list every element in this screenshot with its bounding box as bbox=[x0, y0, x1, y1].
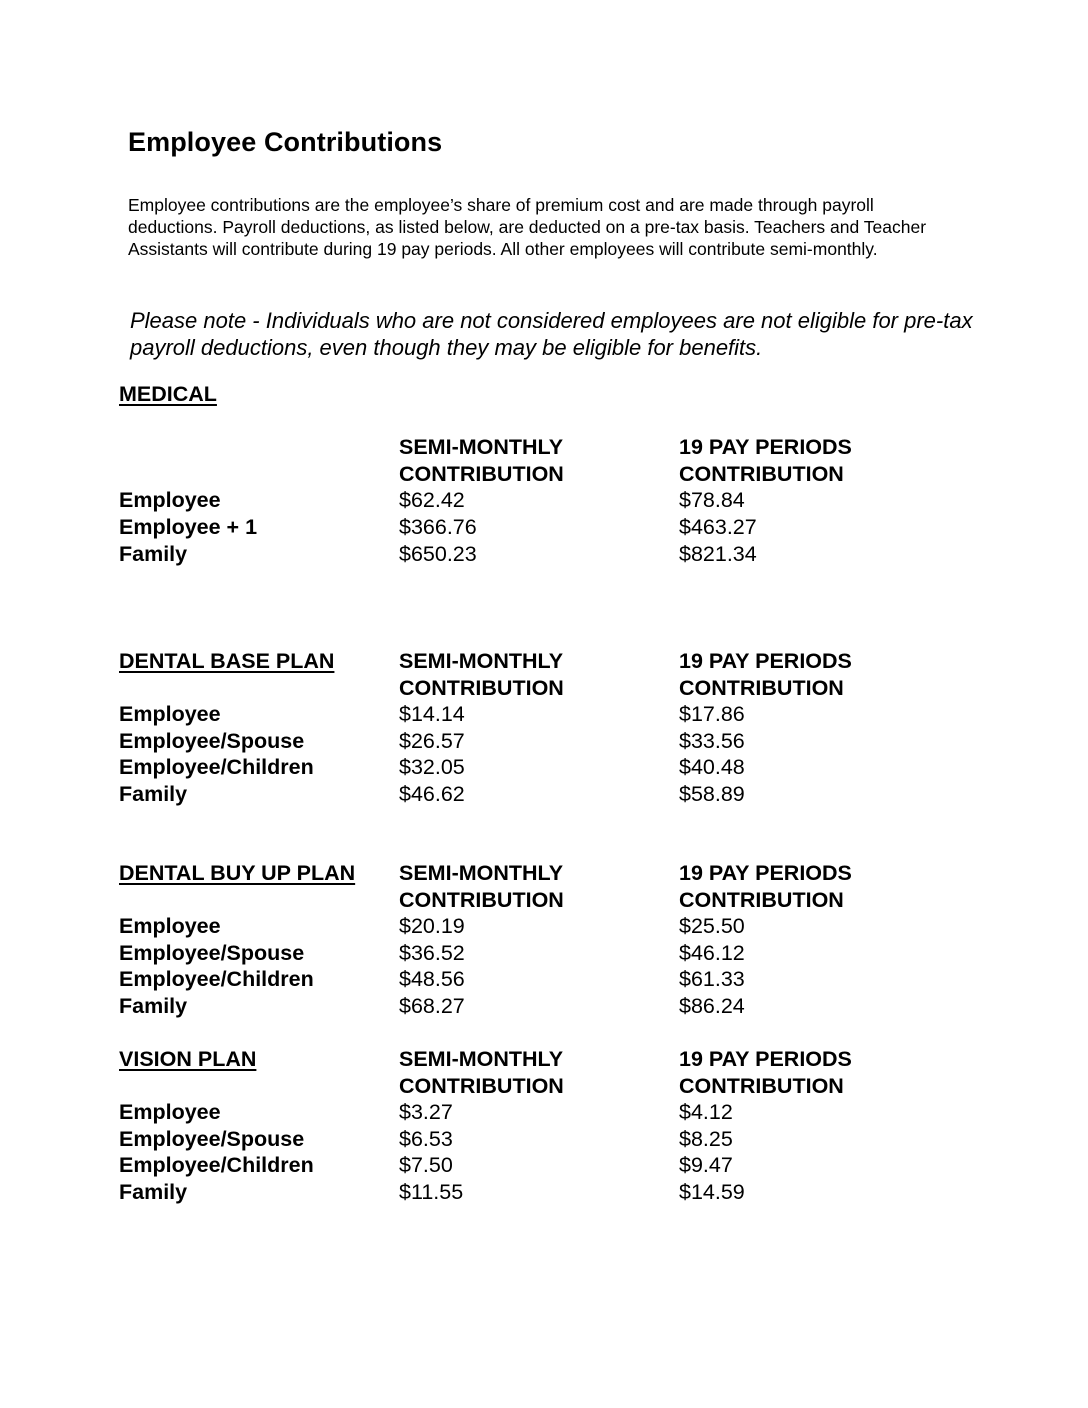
pay-periods-header: 19 PAY PERIODS bbox=[679, 435, 852, 460]
table-row bbox=[119, 781, 1019, 808]
tier-label: Family bbox=[119, 781, 188, 806]
table-row bbox=[119, 1099, 1019, 1126]
semi-monthly-value: $11.55 bbox=[399, 1179, 464, 1204]
column-header-row-2 bbox=[119, 887, 1019, 914]
table-row bbox=[119, 487, 1019, 514]
pay-periods-header: 19 PAY PERIODS bbox=[679, 861, 852, 885]
contribution-header: CONTRIBUTION bbox=[679, 887, 844, 912]
tier-label: Employee/Children bbox=[119, 967, 314, 992]
semi-monthly-value: $36.52 bbox=[399, 940, 465, 965]
section-label-row bbox=[119, 381, 1019, 408]
table-row bbox=[119, 913, 1019, 940]
semi-monthly-value: $366.76 bbox=[399, 514, 477, 539]
tier-label: Employee bbox=[119, 914, 221, 939]
section-label: DENTAL BASE PLAN bbox=[119, 649, 335, 673]
pay-periods-value: $14.59 bbox=[679, 1179, 745, 1204]
tier-label: Employee bbox=[119, 1100, 221, 1125]
vision-section bbox=[119, 1046, 1019, 1206]
tier-label: Employee/Children bbox=[119, 755, 314, 780]
tier-label: Family bbox=[119, 1179, 188, 1204]
semi-monthly-value: $20.19 bbox=[399, 914, 465, 939]
tier-label: Employee bbox=[119, 488, 221, 513]
table-row bbox=[119, 514, 1019, 541]
semi-monthly-value: $62.42 bbox=[399, 488, 465, 513]
semi-monthly-value: $32.05 bbox=[399, 755, 465, 780]
semi-monthly-header: SEMI-MONTHLY bbox=[399, 861, 564, 885]
pay-periods-value: $8.25 bbox=[679, 1126, 733, 1151]
pay-periods-value: $25.50 bbox=[679, 914, 745, 939]
semi-monthly-header: SEMI-MONTHLY bbox=[399, 435, 564, 460]
section-label: MEDICAL bbox=[119, 382, 217, 406]
tier-label: Employee/Spouse bbox=[119, 1126, 305, 1151]
semi-monthly-header: SEMI-MONTHLY bbox=[399, 1047, 564, 1071]
pay-periods-value: $58.89 bbox=[679, 781, 745, 806]
table-row bbox=[119, 1126, 1019, 1153]
table-row bbox=[119, 1152, 1019, 1179]
pay-periods-value: $17.86 bbox=[679, 702, 745, 727]
dental-base-section bbox=[119, 648, 1019, 808]
column-header-row-2 bbox=[119, 1073, 1019, 1100]
column-header-row bbox=[119, 648, 1019, 675]
semi-monthly-value: $650.23 bbox=[399, 541, 477, 566]
table-row bbox=[119, 728, 1019, 755]
table-row bbox=[119, 1179, 1019, 1206]
semi-monthly-value: $46.62 bbox=[399, 781, 465, 806]
contribution-header: CONTRIBUTION bbox=[679, 461, 844, 486]
pay-periods-header: 19 PAY PERIODS bbox=[679, 1047, 852, 1071]
column-header-row bbox=[119, 860, 1019, 887]
table-row bbox=[119, 966, 1019, 993]
semi-monthly-value: $14.14 bbox=[399, 702, 465, 727]
semi-monthly-header: SEMI-MONTHLY bbox=[399, 649, 564, 673]
contribution-header: CONTRIBUTION bbox=[399, 887, 564, 912]
tier-label: Employee bbox=[119, 702, 221, 727]
tier-label: Family bbox=[119, 541, 188, 566]
pay-periods-value: $33.56 bbox=[679, 728, 745, 753]
semi-monthly-value: $6.53 bbox=[399, 1126, 453, 1151]
contribution-header: CONTRIBUTION bbox=[399, 675, 564, 700]
tier-label: Employee/Children bbox=[119, 1153, 314, 1178]
semi-monthly-value: $7.50 bbox=[399, 1153, 453, 1178]
contribution-header: CONTRIBUTION bbox=[679, 675, 844, 700]
tier-label: Employee/Spouse bbox=[119, 940, 305, 965]
contribution-header: CONTRIBUTION bbox=[399, 461, 564, 486]
tier-label: Employee + 1 bbox=[119, 514, 258, 539]
tier-label: Family bbox=[119, 993, 188, 1018]
semi-monthly-value: $48.56 bbox=[399, 967, 465, 992]
medical-section bbox=[119, 381, 1019, 567]
column-header-row-2 bbox=[119, 461, 1019, 488]
pay-periods-value: $9.47 bbox=[679, 1153, 733, 1178]
pay-periods-value: $463.27 bbox=[679, 514, 757, 539]
intro-paragraph: Employee contributions are the employee’s share of premium cost and are made through payroll deductions. Payroll deductions, as listed below, are deducted on a pre-tax basis. Teachers and Teacher Assistants will contribute during 19 pay periods. All other employees will contribute semi-monthly. bbox=[128, 195, 927, 259]
column-header-row bbox=[119, 434, 1019, 461]
semi-monthly-value: $26.57 bbox=[399, 728, 465, 753]
pay-periods-value: $78.84 bbox=[679, 488, 745, 513]
pay-periods-value: $46.12 bbox=[679, 940, 745, 965]
column-header-row-2 bbox=[119, 675, 1019, 702]
page-title: Employee Contributions bbox=[128, 127, 443, 157]
section-label: DENTAL BUY UP PLAN bbox=[119, 861, 356, 885]
table-row bbox=[119, 701, 1019, 728]
pay-periods-value: $821.34 bbox=[679, 541, 757, 566]
pay-periods-value: $61.33 bbox=[679, 967, 745, 992]
pay-periods-header: 19 PAY PERIODS bbox=[679, 649, 852, 673]
table-row bbox=[119, 993, 1019, 1020]
contribution-header: CONTRIBUTION bbox=[679, 1073, 844, 1098]
semi-monthly-value: $68.27 bbox=[399, 993, 465, 1018]
pay-periods-value: $4.12 bbox=[679, 1100, 733, 1125]
table-row bbox=[119, 754, 1019, 781]
table-row bbox=[119, 541, 1019, 568]
eligibility-note: Please note - Individuals who are not considered employees are not eligible for pre-tax payroll deductions, even though they may be eligible for benefits. bbox=[130, 308, 973, 360]
table-row bbox=[119, 940, 1019, 967]
section-label: VISION PLAN bbox=[119, 1047, 257, 1071]
pay-periods-value: $86.24 bbox=[679, 993, 745, 1018]
contribution-header: CONTRIBUTION bbox=[399, 1073, 564, 1098]
pay-periods-value: $40.48 bbox=[679, 755, 745, 780]
semi-monthly-value: $3.27 bbox=[399, 1100, 453, 1125]
tier-label: Employee/Spouse bbox=[119, 728, 305, 753]
column-header-row bbox=[119, 1046, 1019, 1073]
dental-buyup-section bbox=[119, 860, 1019, 1020]
